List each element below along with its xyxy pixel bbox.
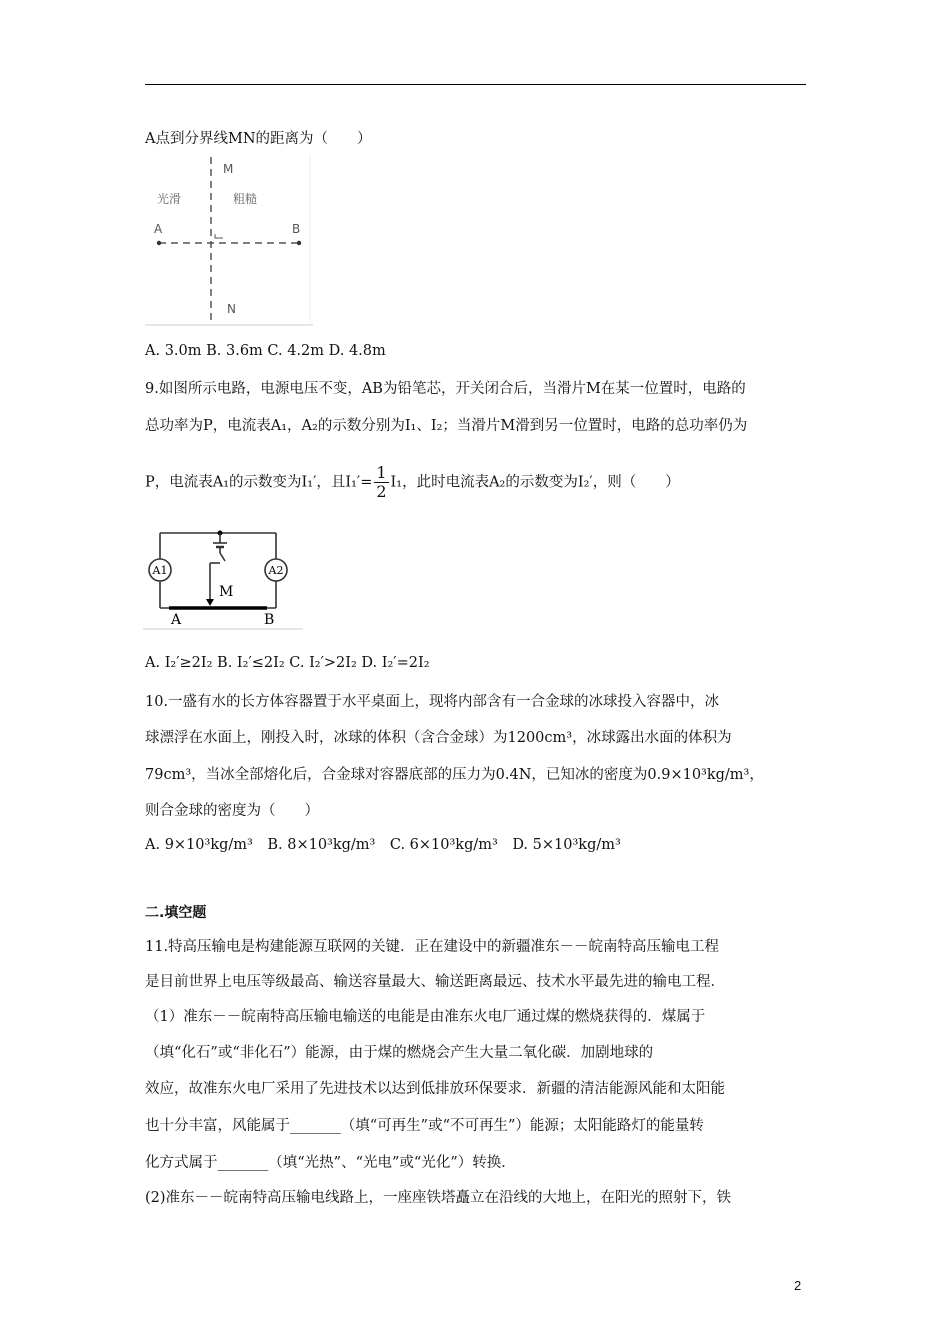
- fraction-denominator: 2: [376, 482, 387, 501]
- point-b: [297, 241, 301, 245]
- label-a: A: [154, 222, 163, 236]
- right-angle-mark: [215, 234, 223, 238]
- boundary-figure: [145, 155, 313, 327]
- q9-line3: [145, 464, 680, 501]
- label-smooth: 光滑: [157, 192, 182, 206]
- q10-line: 10.一盛有水的长方体容器置于水平桌面上，现将内部含有一合金球的冰球投入容器中，冰: [145, 694, 720, 710]
- circuit-figure: [143, 525, 303, 630]
- label-a: A: [171, 612, 182, 628]
- q11-line: (2)准东－－皖南特高压输电线路上，一座座铁塔矗立在沿线的大地上，在阳光的照射下，铁: [145, 1190, 732, 1206]
- q10-line: 球漂浮在水面上，刚投入时，冰球的体积（含合金球）为1200cm³，冰球露出水面的体积为: [145, 730, 732, 746]
- slider-arrow: [206, 599, 214, 606]
- q11-line: 也十分丰富，风能属于_______（填“可再生”或“不可再生”）能源；太阳能路灯的能量转: [145, 1118, 704, 1134]
- q10-line: 则合金球的密度为（ ）: [145, 803, 319, 819]
- section-heading: 二.填空题: [145, 905, 207, 921]
- q11-line: 11.特高压输电是构建能源互联网的关键．正在建设中的新疆准东－－皖南特高压输电工程: [145, 939, 720, 955]
- fraction-numerator: 1: [376, 463, 387, 482]
- q10-line: 79cm³，当冰全部熔化后，合金球对容器底部的压力为0.4N，已知冰的密度为0.9×10³kg/m³，: [145, 767, 764, 783]
- page-number: 2: [794, 1278, 802, 1293]
- ammeter-a2-label: A2: [268, 564, 284, 577]
- point-a: [157, 241, 161, 245]
- q11-line: （填“化石”或“非化石”）能源，由于煤的燃烧会产生大量二氧化碳．加剧地球的: [145, 1045, 654, 1061]
- label-rough: 粗糙: [233, 192, 258, 206]
- label-n: N: [227, 302, 236, 316]
- slider-label-m: M: [219, 584, 234, 600]
- q8-tail: A点到分界线MN的距离为（ ）: [145, 131, 372, 147]
- q9-line3-start: P，电流表A₁的示数变为I₁′，且I₁′=: [145, 474, 373, 491]
- q9-line3-end: I₁，此时电流表A₂的示数变为I₂′，则（ ）: [390, 474, 680, 491]
- switch-blade: [220, 553, 225, 561]
- label-b: B: [292, 222, 301, 236]
- q9-line2: 总功率为P，电流表A₁，A₂的示数分别为I₁、I₂；当滑片M滑到另一位置时，电路的总功率仍为: [145, 418, 748, 434]
- header-rule: [145, 84, 806, 85]
- q9-line1: 9.如图所示电路，电源电压不变，AB为铅笔芯，开关闭合后，当滑片M在某一位置时，电路的: [145, 381, 746, 397]
- q11-line: 效应，故准东火电厂采用了先进技术以达到低排放环保要求．新疆的清洁能源风能和太阳能: [145, 1081, 725, 1097]
- q10-options: A. 9×10³kg/m³ B. 8×10³kg/m³ C. 6×10³kg/m³ D. 5×10³kg/m³: [145, 837, 621, 853]
- ammeter-a1-label: A1: [152, 564, 168, 577]
- q11-line: 是目前世界上电压等级最高、输送容量最大、输送距离最远、技术水平最先进的输电工程．: [145, 974, 725, 990]
- label-m: M: [223, 162, 234, 176]
- q9-options: A. I₂′≥2I₂ B. I₂′≤2I₂ C. I₂′>2I₂ D. I₂′=2I₂: [145, 655, 430, 671]
- q11-line: （1）准东－－皖南特高压输电输送的电能是由准东火电厂通过煤的燃烧获得的．煤属于: [145, 1009, 706, 1025]
- label-b: B: [264, 612, 275, 628]
- fraction-half: [374, 464, 388, 501]
- q11-line: 化方式属于_______（填“光热”、“光电”或“光化”）转换．: [145, 1155, 516, 1171]
- q8-options: A. 3.0m B. 3.6m C. 4.2m D. 4.8m: [145, 343, 386, 359]
